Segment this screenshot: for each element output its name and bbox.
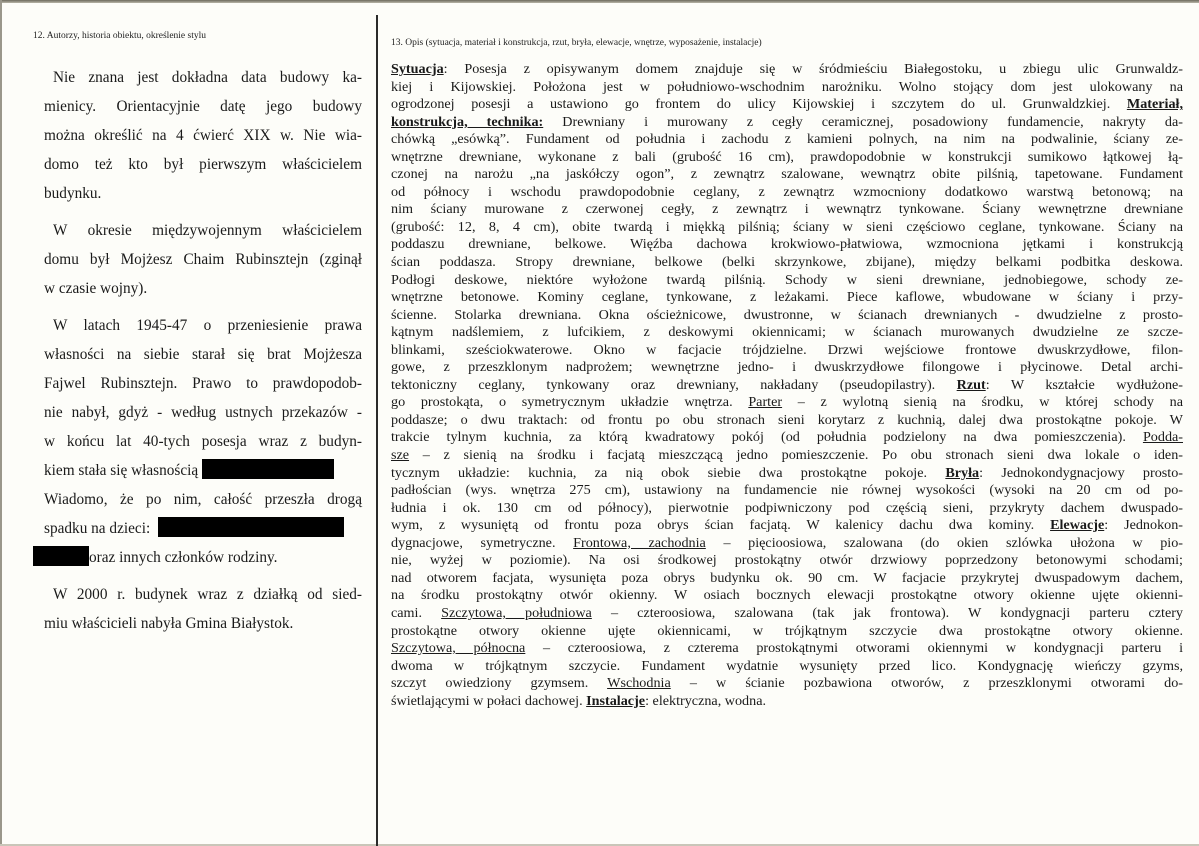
redacted-children-names bbox=[158, 517, 344, 537]
section-12-history bbox=[33, 30, 363, 646]
history-paragraph-2: W okresie międzywojennym właścicielem domu był Mojżesz Chaim Rubinsztejn (zginął w czasie wojny). bbox=[44, 222, 362, 297]
label-sytuacja: Sytuacja bbox=[391, 61, 444, 77]
section-13-description bbox=[391, 37, 1188, 710]
column-divider bbox=[376, 15, 378, 846]
redacted-children-names-cont bbox=[33, 546, 89, 566]
label-szczytowa-polnocna: Szczytowa, północna bbox=[391, 640, 526, 657]
section-12-heading: 12. Autorzy, historia obiektu, określenie stylu bbox=[33, 31, 206, 41]
label-bryla: Bryła bbox=[945, 464, 980, 481]
label-wschodnia: Wschodnia bbox=[607, 675, 671, 692]
redacted-owner-name bbox=[202, 459, 334, 479]
label-material: Materiał, bbox=[1126, 96, 1183, 113]
scan-top-edge bbox=[0, 0, 1199, 3]
label-poddasze: Podda- bbox=[1142, 429, 1183, 446]
label-elewacje: Elewacje bbox=[1050, 517, 1105, 534]
label-frontowa: Frontowa, zachodnia bbox=[573, 534, 706, 551]
history-paragraph-4: W 2000 r. budynek wraz z działką od sied- miu właścicieli nabyła Gmina Białystok. bbox=[44, 586, 362, 632]
history-paragraph-3: W latach 1945-47 o przeniesienie prawa własności na siebie starał się brat Mojżesza Fajwel Rubinsztejn. Prawo to prawdopodob- nie nabył, gdyż - według ustnych przekazów - w końcu lat 40-tych posesja wraz z budyn- kiem stała się własnością Wiadomo, że po nim, całość przeszła drogą spadku na dzieci: oraz innych członków rodziny. bbox=[44, 311, 362, 572]
history-paragraph-1: Nie znana jest dokładna data budowy ka- mienicy. Orientacyjnie datę jego budowy można określić na 4 ćwierć XIX w. Nie wia- domo też kto był pierwszym właścicielem budynku. bbox=[44, 69, 362, 202]
section-13-body: Sytuacja: Posesja z opisywanym domem znajduje się w śródmieściu Białegostoku, u zbiegu ulic Grunwaldz- kiej i Kijowskiej. Położona jest w południowo-wschodnim narożniku. Wolno stojący dom jest ulokowany na ogrodzonej posesji a ustawiono go frontem do ulicy Kijowskiej i szczytem do ul. Grunwaldzkiej. Materiał, konstrukcja, technika: Drewniany i murowany z cegły ceramicznej, posadowiony fundamencie, nakryty da- chówką „esówką”. Fundament od południa i zachodu z kamieni polnych, na nim na podwalinie, ściany ze- wnętrzne drewniane, wykonane z bali (grubość 16 cm), prawdopodobnie w konstrukcji sumikowo łątkowej łą- czonej na narożu „na jaskółczy ogon”, z zewnątrz szalowane, wewnątrz obite pilśnią, tapetowane. Fundament od północy i wschodu prawdopodobnie ceglany, z zewnątrz wzmocniony dodatkowo warstwą betonową; na nim ściany murowane z czerwonej cegły, z zewnątrz i wewnątrz tynkowane. Ściany wewnętrzne drewniane (grubość: 12, 8, 4 cm), obite twardą i miękką pilśnią; ściany w sieni częściowo ceglane, tynkowane. Ściany na poddaszu drewniane, belkowe. Więźba dachowa krokwiowo-płatwiowa, wzmocniona jętkami i konstrukcją ścian poddasza. Stropy drewniane, belkowe (belki skrzynkowe, zbijane), między belkami podbitka deskowa. Podłogi deskowe, niektóre wyłożone twardą pilśnią. Schody w sieni drewniane, jednobiegowe, schody ze- wnętrzne betonowe. Kominy ceglane, tynkowane, z leżakami. Piece kaflowe, wbudowane w ściany i przy- ścienne. Stolarka drewniana. Okna ościeżnicowe, dwustronne, w ścianach drewnianych - dwudzielne z prosto- kątnym nadślemiem, z lufcikiem, z deskowymi okiennicami; w ścianach murowanych dwudzielne ze szcze- blinkami, sześciokwaterowe. Okno w facjacie trójdzielne. Drzwi wejściowe frontowe dwuskrzydłowe, filon- gowe, z przeszklonym nadprożem; wewnętrzne jedno- i dwuskrzydłowe filongowe i płycinowe. Detal archi- tektoniczny ceglany, tynkowany oraz drewniany, nakładany (pseudopilastry). Rzut: W kształcie wydłużone- go prostokąta, o symetrycznym układzie wnętrza. Parter – z wylotną sienią na środku, w której schody na poddasze; o dwu traktach: od frontu po obu stronach sieni korytarz z kuchnią, dalej dwa prostokątne pokoje. W trakcie tylnym kuchnia, za którą kwadratowy pokój (od południa podzielony na dwa pomieszczenia). Podda- sze – z sienią na środku i facjatą mieszczącą jedno pomieszczenie. Po obu stronach sieni dwa lokale o iden- tycznym układzie: kuchnia, za nią obok siebie dwa prostokątne pokoje. Bryła: Jednokondygnacjowy prosto- padłościan (wys. wnętrza 275 cm), ustawiony na fundamencie nie równej wysokości (wysoki na 20 cm od po- łudnia i ok. 130 cm od północy), pierwotnie podpiwniczony pod częścią sieni, przykryty dachem dwuspado- wym, z wysuniętą od frontu poza obrys ścian facjatą. W kalenicy dachu dwa kominy. Elewacje: Jednokon- dygnacjowe, symetryczne. Frontowa, zachodnia – pięcioosiowa, szalowana (do okien szlówka ułożona w pio- nie, wyżej w poziomie). Na osi środkowej prostokątny otwór drzwiowy poprzedzony betonowymi schodami; nad otworem facjata, wysunięta poza obrys budynku ok. 90 cm. W facjacie przykrytej dwuspadowym dachem, na środku prostokątny otwór okienny. W osiach bocznych elewacji prostokątne otwory okienne ujęte okienni- cami. Szczytowa, południowa – czteroosiowa, szalowana (tak jak frontowa). W kondygnacji parteru cztery prostokątne otwory okienne ujęte okiennicami, w trójkątnym szczycie dwa prostokątne otwory okienne. Szczytowa, północna – czteroosiowa, z czterema prostokątnymi otworami okiennymi w kondygnacji parteru i dwoma w trójkątnym szczycie. Fundament wydatnie wysunięty przed lico. Kondygnację wieńczy gzyms, szczyt owiedziony gzymsem. Wschodnia – w ścianie pozbawiona otworów, z przeszklonymi otworami do- świetlającymi w połaci dachowej. Instalacje: elektryczna, wodna. bbox=[391, 61, 1184, 709]
label-instalacje: Instalacje bbox=[586, 692, 646, 709]
label-szczytowa-poludniowa: Szczytowa, południowa bbox=[441, 604, 592, 621]
label-poddasze-cont: sze bbox=[391, 447, 410, 464]
label-parter: Parter bbox=[748, 394, 783, 411]
label-rzut: Rzut bbox=[956, 376, 986, 393]
label-konstrukcja: konstrukcja, technika: bbox=[391, 113, 544, 130]
section-13-heading: 13. Opis (sytuacja, materiał i konstrukcja, rzut, bryła, elewacje, wnętrze, wyposażenie, instalacje) bbox=[391, 38, 762, 48]
section-12-body bbox=[44, 63, 362, 638]
scan-left-edge bbox=[0, 0, 2, 846]
